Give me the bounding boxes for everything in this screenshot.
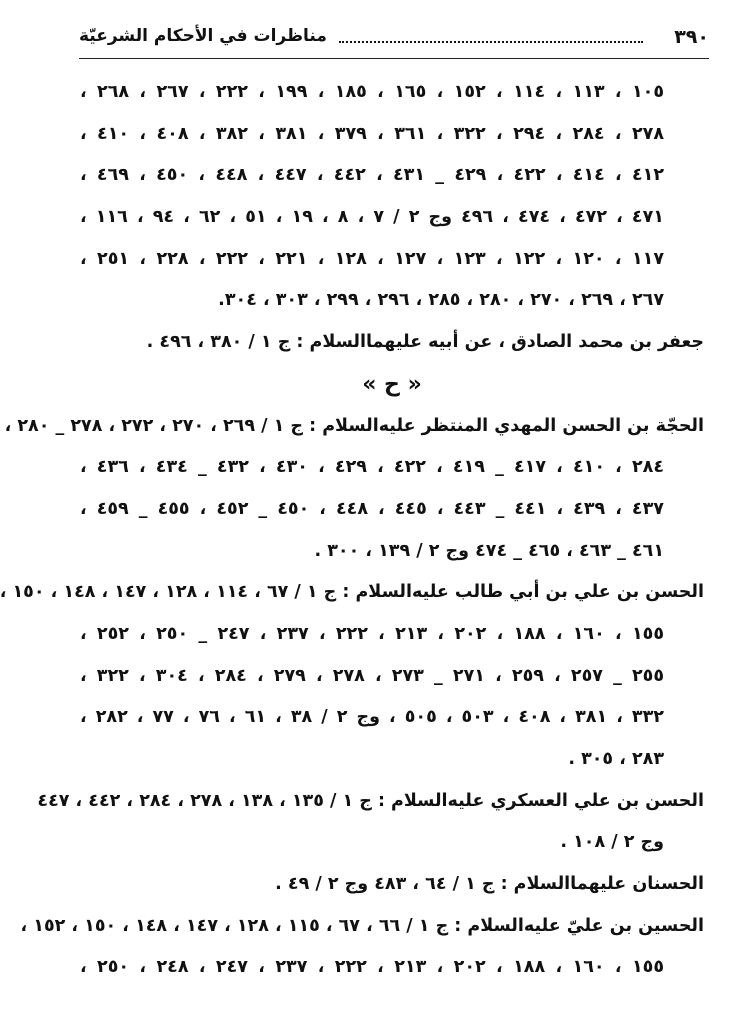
index-line: الحسنان عليهما‌السلام : ج ١ / ٦٤ ، ٤٨٣ وج ٢ / ٤٩ . bbox=[275, 874, 704, 895]
index-line: جعفر بن محمد الصادق ، عن أبيه عليهما‌السلام : ج ١ / ٣٨٠ ، ٤٩٦ . bbox=[146, 332, 704, 353]
index-line: ٤٧١ ، ٤٧٢ ، ٤٧٤ ، ٤٩٦ وج ٢ / ٧ ، ٨ ، ١٩ ، ٥١ ، ٦٢ ، ٩٤ ، ١١٦ ، bbox=[80, 207, 664, 228]
index-line: ٤٦١ _ ٤٦٣ ، ٤٦٥ _ ٤٧٤ وج ٢ / ١٣٩ ، ٣٠٠ . bbox=[314, 540, 664, 561]
index-line: ١١٧ ، ١٢٠ ، ١٢٢ ، ١٢٣ ، ١٢٧ ، ١٢٨ ، ٢٢١ ، ٢٢٢ ، ٢٢٨ ، ٢٥١ ، bbox=[80, 248, 664, 269]
index-line: ٤٣٧ ، ٤٣٩ ، ٤٤١ _ ٤٤٣ ، ٤٤٥ ، ٤٤٨ ، ٤٥٠ _ ٤٥٢ ، ٤٥٥ _ ٤٥٩ ، bbox=[80, 498, 664, 519]
running-title: مناظرات في الأحكام الشرعيّة bbox=[79, 26, 327, 46]
index-line: ١٥٥ ، ١٦٠ ، ١٨٨ ، ٢٠٢ ، ٢١٣ ، ٢٢٢ ، ٢٣٧ ، ٢٤٧ ، ٢٤٨ ، ٢٥٠ ، bbox=[80, 957, 664, 978]
index-line: ١٠٥ ، ١١٣ ، ١١٤ ، ١٥٢ ، ١٦٥ ، ١٨٥ ، ١٩٩ ، ٢٢٢ ، ٢٦٧ ، ٢٦٨ ، bbox=[80, 82, 664, 102]
index-line: ٢٦٧ ، ٢٦٩ ، ٢٧٠ ، ٢٨٠ ، ٢٨٥ ، ٢٩٦ ، ٢٩٩ ، ٣٠٣ ، ٣٠٤. bbox=[218, 290, 664, 311]
index-line: الحسن بن علي العسكري عليه‌السلام : ج ١ / ١٣٥ ، ١٣٨ ، ٢٧٨ ، ٢٨٤ ، ٤٤٢ ، ٤٤٧ bbox=[37, 790, 704, 811]
index-line: ٢٨٣ ، ٣٠٥ . bbox=[568, 749, 664, 769]
index-line: الحجّة بن الحسن المهدي المنتظر عليه‌السلام : ج ١ / ٢٦٩ ، ٢٧٠ ، ٢٧٢ ، ٢٧٨ _ ٢٨٠ ، bbox=[4, 415, 704, 436]
index-line: الحسين بن عليّ عليه‌السلام : ج ١ / ٦٦ ، ٦٧ ، ١١٥ ، ١٢٨ ، ١٤٧ ، ١٤٨ ، ١٥٠ ، ١٥٢ ، bbox=[20, 915, 704, 936]
index-line: ٢٧٨ ، ٢٨٤ ، ٢٩٤ ، ٣٢٢ ، ٣٦١ ، ٣٧٩ ، ٣٨١ ، ٣٨٢ ، ٤٠٨ ، ٤١٠ ، bbox=[80, 123, 664, 144]
index-line: ٤١٢ ، ٤١٤ ، ٤٢٢ ، ٤٢٩ _ ٤٣١ ، ٤٤٢ ، ٤٤٧ ، ٤٤٨ ، ٤٥٠ ، ٤٦٩ ، bbox=[80, 165, 665, 186]
index-line: وج ٢ / ١٠٨ . bbox=[560, 832, 664, 853]
page-number: ٣٩٠ bbox=[674, 26, 709, 48]
index-line: ٢٥٥ _ ٢٥٧ ، ٢٥٩ ، ٢٧١ _ ٢٧٣ ، ٢٧٨ ، ٢٧٩ ، ٢٨٤ ، ٣٠٤ ، ٣٢٢ ، bbox=[80, 665, 665, 686]
index-line: ١٥٥ ، ١٦٠ ، ١٨٨ ، ٢٠٢ ، ٢١٣ ، ٢٢٢ ، ٢٣٧ ، ٢٤٧ _ ٢٥٠ ، ٢٥٢ ، bbox=[80, 623, 665, 644]
index-content bbox=[0, 72, 704, 989]
section-letter: « ح » bbox=[362, 371, 422, 397]
index-line: ٢٨٤ ، ٤١٠ ، ٤١٧ _ ٤١٩ ، ٤٢٢ ، ٤٢٩ ، ٤٣٠ ، ٤٣٢ _ ٤٣٤ ، ٤٣٦ ، bbox=[80, 457, 665, 478]
page-header bbox=[79, 26, 709, 54]
dot-leader bbox=[339, 41, 643, 43]
index-line: ٣٣٢ ، ٣٨١ ، ٤٠٨ ، ٥٠٣ ، ٥٠٥ ، وج ٢ / ٣٨ ، ٦١ ، ٧٦ ، ٧٧ ، ٢٨٢ ، bbox=[80, 707, 664, 728]
index-line: الحسن بن علي بن أبي طالب عليه‌السلام : ج ١ / ٦٧ ، ١١٤ ، ١٢٨ ، ١٤٧ ، ١٤٨ ، ١٥٠ ، bbox=[0, 582, 704, 603]
header-rule bbox=[79, 58, 709, 59]
